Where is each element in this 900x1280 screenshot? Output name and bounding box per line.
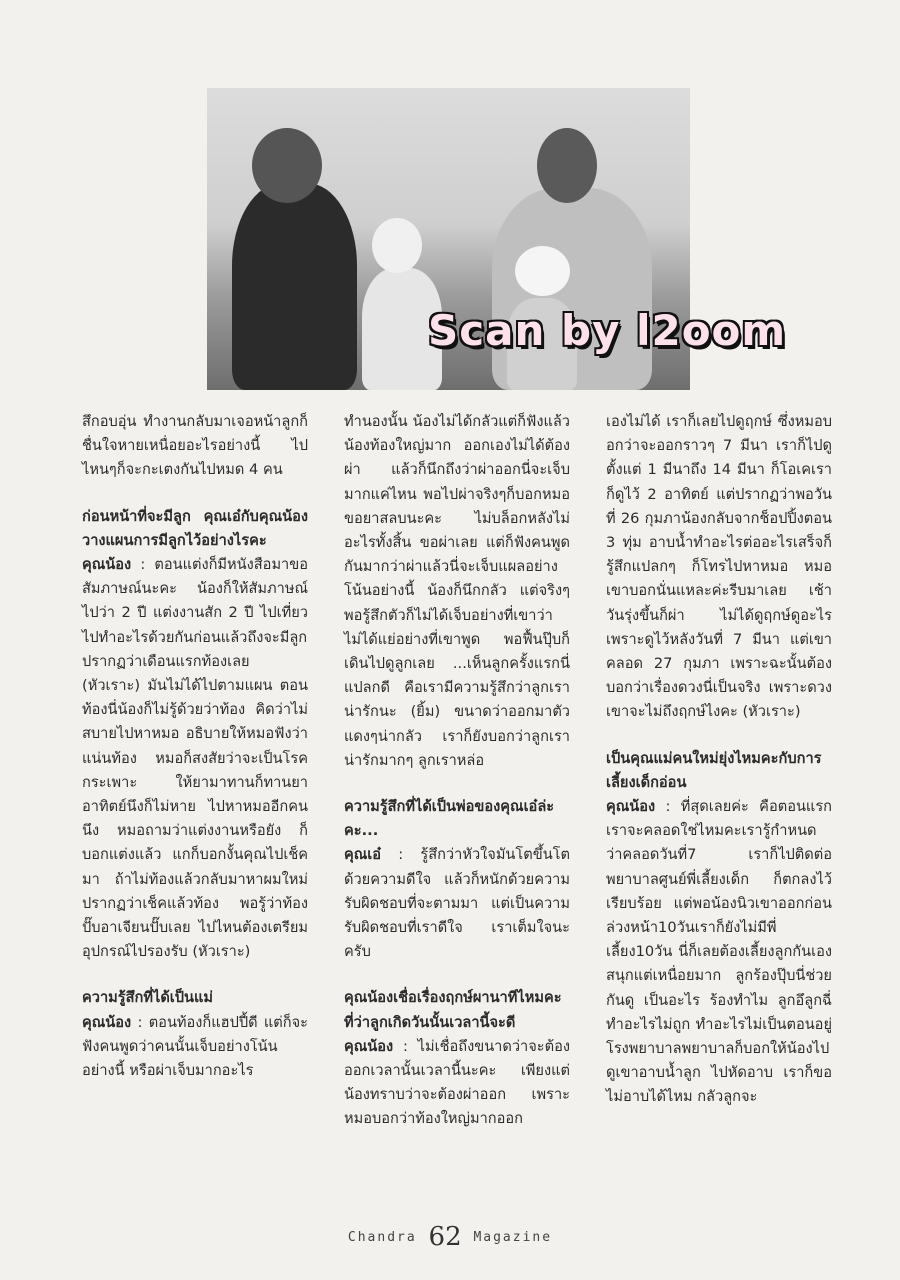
photo-head-child-1 <box>372 218 422 273</box>
speaker-label: คุณน้อง <box>606 798 656 816</box>
footer-magazine-left: Chandra <box>347 1230 417 1245</box>
photo-figure-mother <box>232 183 357 390</box>
question-heading: ความรู้สึกที่ได้เป็นแม่ <box>82 989 214 1007</box>
question-heading: เป็นคุณแม่คนใหม่ยุ่งไหมคะกับการเลี้ยงเด็กอ่อน <box>606 749 822 791</box>
footer-magazine-right: Magazine <box>473 1230 553 1245</box>
answer-text: : ตอนแต่งก็มีหนังสือมาขอสัมภาษณ์นะคะ น้องก็ให้สัมภาษณ์ไปว่า 2 ปี แต่งงานสัก 2 ปี ไปเที่ยวไปทำอะไรด้วยกันก่อนแล้วถึงจะมีลูก ปรากฏว่าเดือนแรกท้องเลย (หัวเราะ) มันไม่ได้ไปตามแผน ตอนท้องนี่น้องก็ไม่รู้ด้วยว่าท้อง คิดว่าไม่สบายไปหาหมอ อธิบายให้หมอฟังว่าแน่นท้อง หมอก็สงสัยว่าจะเป็นโรคกระเพาะ ให้ยามาทานก็ทานยาอาทิตย์นึงก็ไม่หาย ไปหาหมออีกคนนึง หมอถามว่าแต่งงานหรือยัง ก็บอกแต่งแล้ว แกก็บอกงั้นคุณไปเช็คมา ถ้าไม่ท้องแล้วกลับมาหาผมใหม่ ปรากฏว่าเช็คแล้วท้อง พอรู้ว่าท้องปั๊บอาเจียนปั๊บเลย ไปไหนต้องเตรียมอุปกรณ์ไปรองรับ (หัวเราะ) <box>82 556 308 961</box>
speaker-label: คุณน้อง <box>82 1013 132 1031</box>
paragraph: เองไม่ได้ เราก็เลยไปดูฤกษ์ ซึ่งหมอบอกว่าจะออกราวๆ 7 มีนา เราก็ไปดูตั้งแต่ 1 มีนาถึง 14 มีนา ก็โอเคเราก็ดูไว้ 2 อาทิตย์ แต่ปรากฏว่าพอวันที่ 26 กุมภาน้องกลับจากช็อปปิ้งตอน 3 ทุ่ม อาบน้ำทำอะไรต่ออะไรเสร็จก็รู้สึกแปลกๆ ก็โทรไปหาหมอ หมอเขาบอกนั่นแหละค่ะรีบมาเลย เช้าวันรุ่งขึ้นก็ผ่า ไม่ได้ดูฤกษ์ดูอะไร เพราะดูไว้หลังวันที่ 7 มีนา แต่เขาคลอด 27 กุมภา เพราะฉะนั้นต้องบอกว่าเรื่องดวงนี่เป็นจริง เพราะดวงเขาจะไม่ถึงฤกษ์ไงคะ (หัวเราะ) <box>606 413 832 721</box>
answer-paragraph <box>606 795 832 1110</box>
photo-head-father <box>537 128 597 203</box>
question-heading: ก่อนหน้าที่จะมีลูก คุณเอ๋กับคุณน้องวางแผนการมีลูกไว้อย่างไรคะ <box>82 507 308 549</box>
answer-paragraph <box>82 553 308 964</box>
page-footer <box>0 1222 900 1252</box>
answer-text: : ที่สุดเลยค่ะ คือตอนแรกเราจะคลอดใช่ไหมคะเรารู้กำหนดว่าคลอดวันที่7 เราก็ไปติดต่อพยาบาลศูนย์พี่เลี้ยงเด็ก ก็ตกลงไว้เรียบร้อย แต่พอน้องนิวเขาออกก่อนล่วงหน้า10วันเราก็ยังไม่มีพี่เลี้ยง10วัน นี่ก็เลยต้องเลี้ยงลูกกันเอง สนุกแต่เหนื่อยมาก ลูกร้องปุ๊บนี่ช่วยกันดู เป็นอะไร ร้องทำไม ลูกอึลูกฉี่ทำอะไรไม่ถูก ทำอะไรไม่เป็นตอนอยู่โรงพยาบาลพยาบาลก็บอกให้น้องไปดูเขาอาบน้ำลูก ไปหัดอาบ เราก็ขอไม่อาบได้ไหม กลัวลูกจะ <box>606 798 833 1106</box>
text-column-1 <box>82 410 308 1083</box>
page-number: 62 <box>428 1222 462 1252</box>
answer-text: : ตอนท้องก็แฮปปี้ดี แต่ก็จะฟังคนพูดว่าคนนั้นเจ็บอย่างโน้นอย่างนี้ หรือผ่าเจ็บมากอะไร <box>82 1013 309 1080</box>
scan-watermark: Scan by l2oom <box>428 306 787 355</box>
question-heading: ความรู้สึกที่ได้เป็นพ่อของคุณเอ๋ล่ะคะ... <box>344 798 555 840</box>
paragraph: สึกอบอุ่น ทำงานกลับมาเจอหน้าลูกก็ชื่นใจหายเหนื่อยอะไรอย่างนี้ ไปไหนๆก็จะกะเตงกันไปหมด 4 คน <box>82 413 308 479</box>
question-heading: คุณน้องเชื่อเรื่องฤกษ์ผานาทีไหมคะที่ว่าลูกเกิดวันนั้นเวลานี้จะดี <box>344 989 562 1031</box>
speaker-label: คุณเอ๋ <box>344 846 382 864</box>
answer-paragraph <box>82 1011 308 1084</box>
answer-paragraph <box>344 1035 570 1132</box>
answer-text: : ไม่เชื่อถึงขนาดว่าจะต้องออกเวลานั้นเวลานี้นะคะ เพียงแต่น้องทราบว่าจะต้องผ่าออก เพราะหมอบอกว่าท้องใหญ่มากออก <box>344 1037 570 1128</box>
photo-head-mother <box>252 128 322 203</box>
paragraph: ทำนองนั้น น้องไม่ได้กลัวแต่ก็ฟังแล้วน้องท้องใหญ่มาก ออกเองไม่ได้ต้องผ่า แล้วก็นึกถึงว่าผ่าออกนี่จะเจ็บมากแค่ไหน พอไปผ่าจริงๆก็บอกหมอขอยาสลบนะคะ ไม่บล็อกหลังไม่อะไรทั้งสิ้น ขอผ่าเลย แต่ก็ฟังคนพูดกันมากว่าผ่าแล้วนี่จะเจ็บแผลอย่างโน้นอย่างนี้ น้องก็นึกกลัว แต่จริงๆพอรู้สึกตัวก็ไม่ได้เจ็บอย่างที่เขาว่า ไม่ได้แย่อย่างที่เขาพูด พอฟื้นปุ๊บก็เดินไปดูลูกเลย ...เห็นลูกครั้งแรกนี่แปลกดี คือเรามีความรู้สึกว่าลูกเราน่ารักนะ (ยิ้ม) ขนาดว่าออกมาตัวแดงๆน่ากลัว เราก็ยังบอกว่าลูกเราน่ารักมากๆ ลูกเราหล่อ <box>344 413 570 769</box>
answer-paragraph <box>344 843 570 964</box>
speaker-label: คุณน้อง <box>344 1037 394 1055</box>
speaker-label: คุณน้อง <box>82 556 132 574</box>
answer-text: : รู้สึกว่าหัวใจมันโตขึ้นโตด้วยความดีใจ แล้วก็หนักด้วยความรับผิดชอบที่จะตามมา แต่เป็นความรับผิดชอบที่เราดีใจ เราเต็มใจนะครับ <box>344 846 570 961</box>
photo-head-child-2 <box>515 246 570 296</box>
text-column-3 <box>606 410 832 1110</box>
text-column-2 <box>344 410 570 1132</box>
